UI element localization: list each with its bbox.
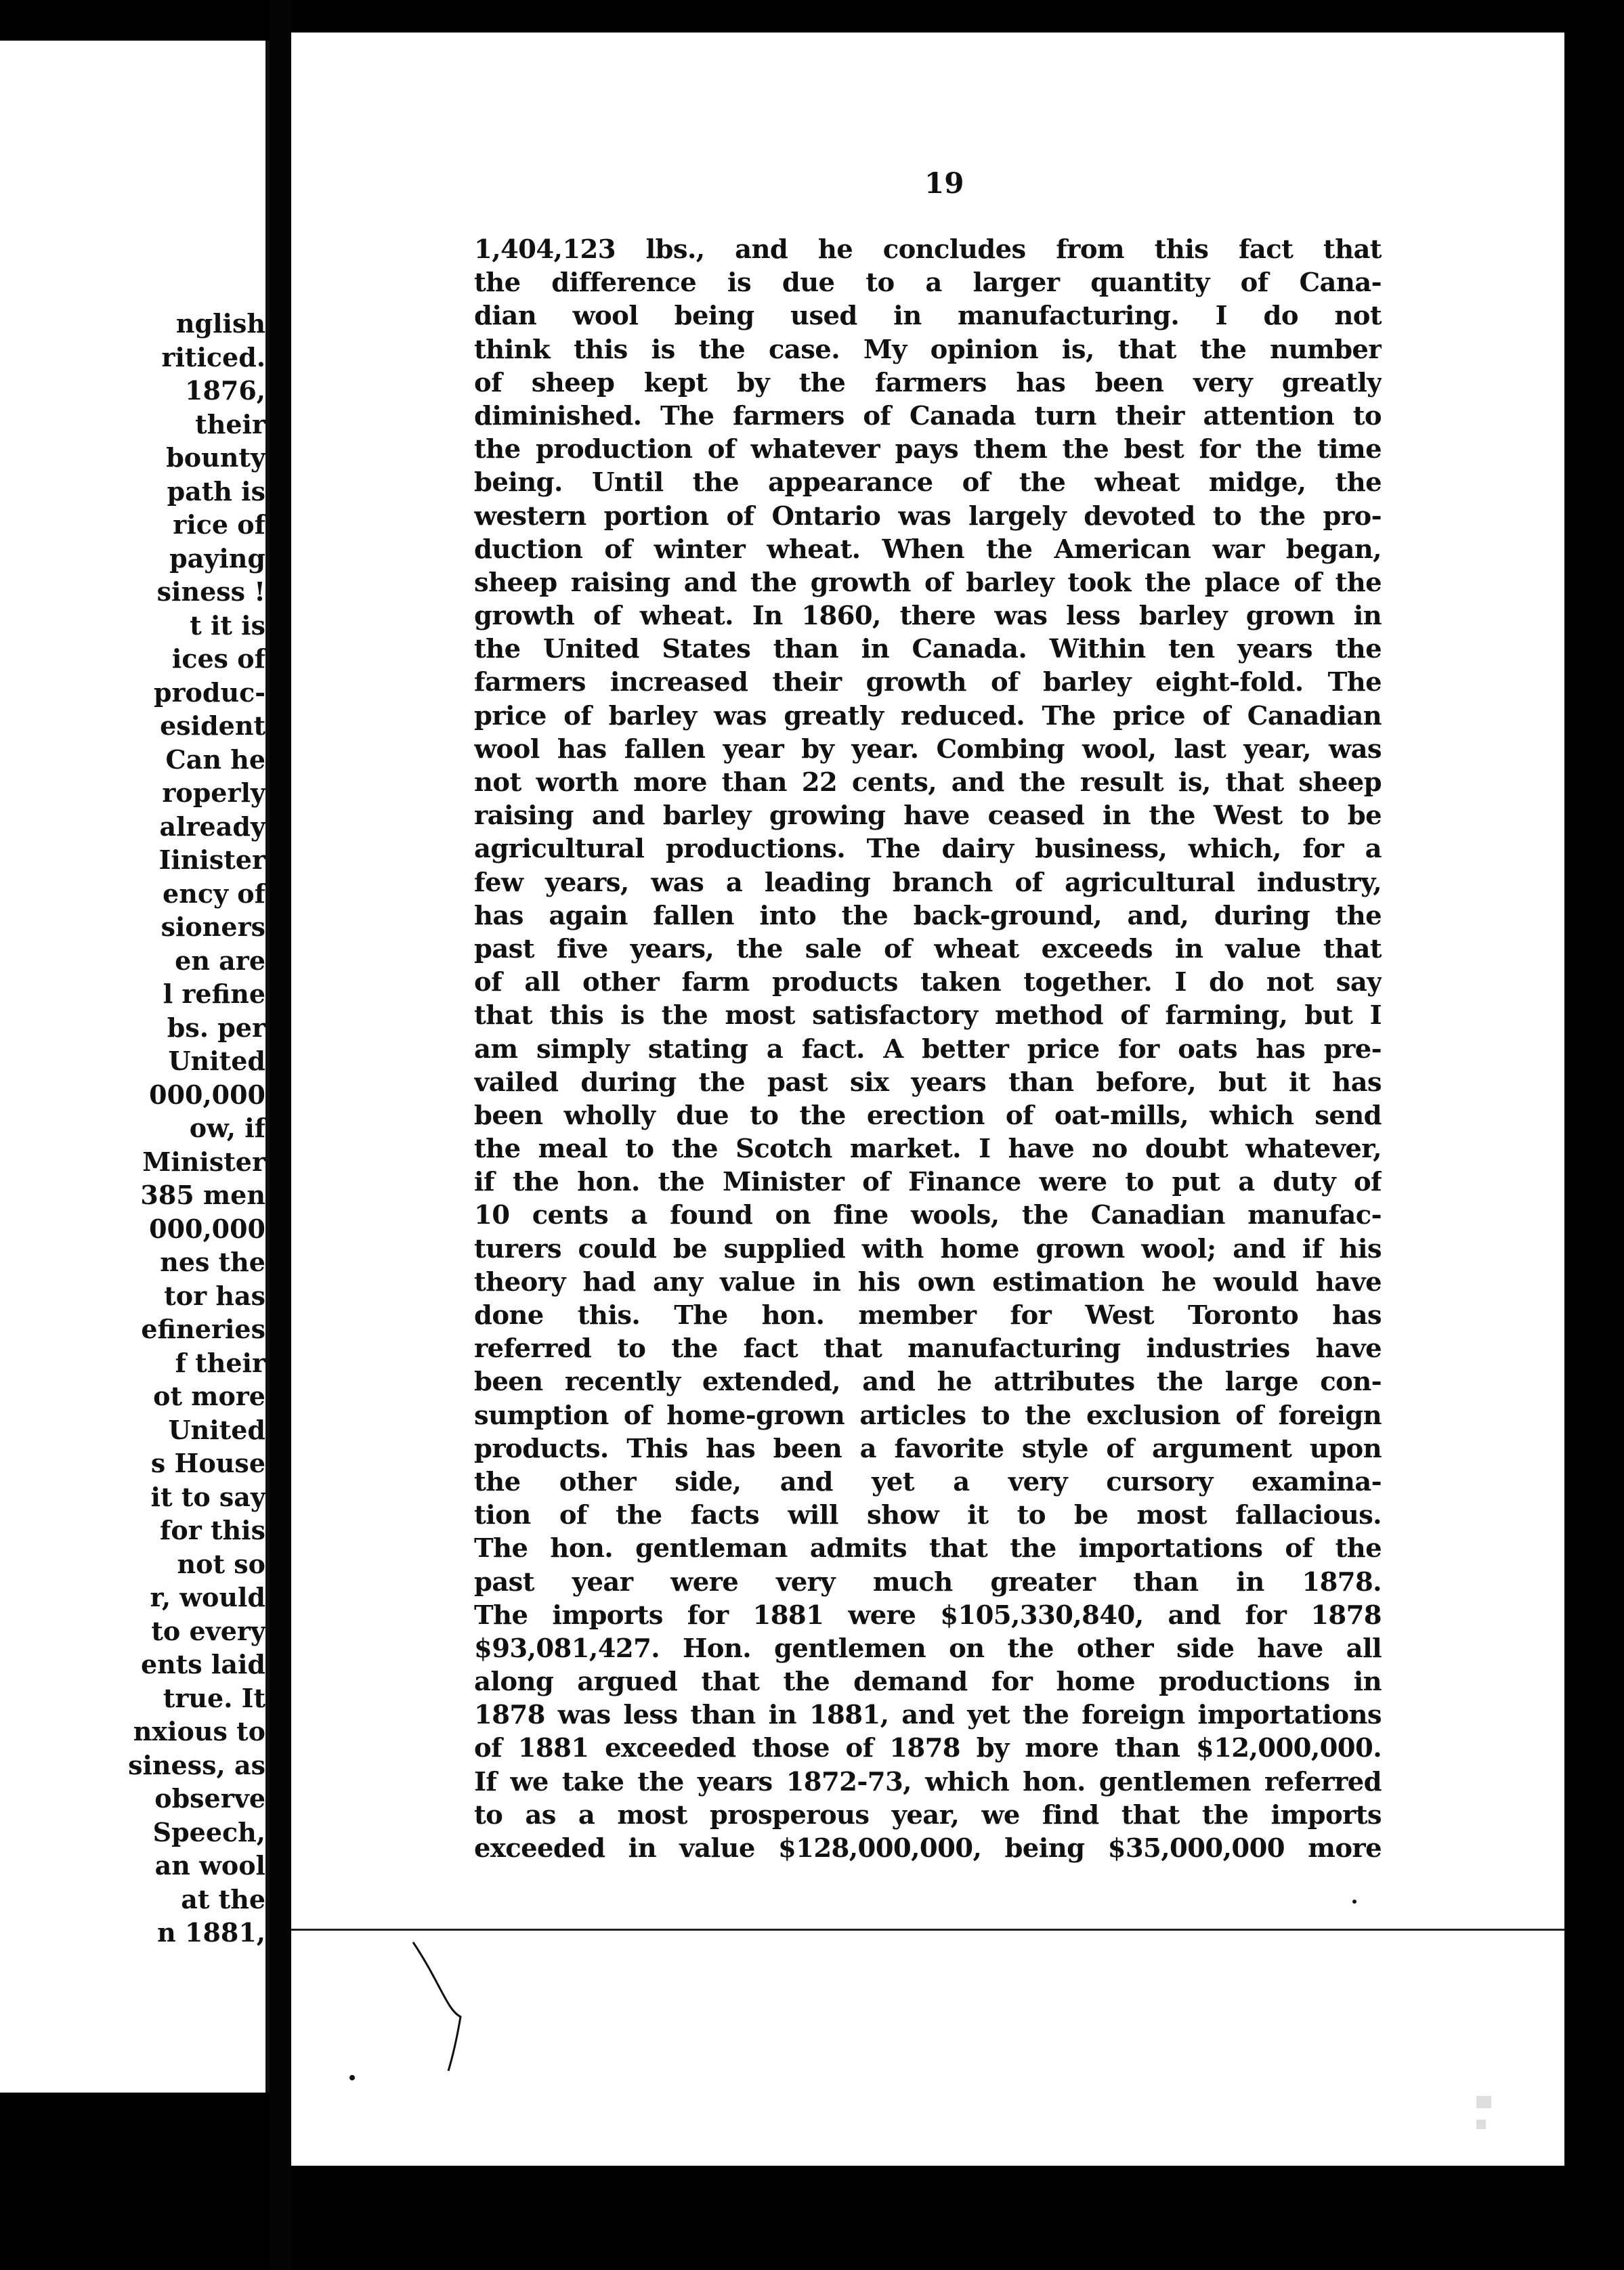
previous-page-line: tor has (164, 1280, 265, 1311)
previous-page-line: 000,000 (149, 1079, 265, 1110)
previous-page-line: Iinister (158, 844, 265, 875)
previous-page-line: t it is (190, 609, 265, 641)
text-line: along argued that the demand for home productions in (474, 1667, 1382, 1698)
current-page (291, 33, 1564, 2166)
text-line: duction of winter wheat. When the American war began, (474, 534, 1382, 565)
horizontal-rule (291, 1929, 1564, 1931)
scan-edge-mark (1476, 2096, 1491, 2108)
text-line: $93,081,427. Hon. gentlemen on the other side have all (474, 1633, 1382, 1664)
text-line: of all other farm products taken together. I do not say (474, 967, 1382, 998)
previous-page-line: ency of (163, 878, 265, 909)
text-line: turers could be supplied with home grown wool; and if his (474, 1233, 1382, 1264)
previous-page-line: nxious to (133, 1716, 265, 1747)
previous-page-line: 000,000 (149, 1213, 265, 1244)
text-line: vailed during the past six years than before, but it has (474, 1067, 1382, 1098)
text-line: exceeded in value $128,000,000, being $35,000,000 more (474, 1833, 1382, 1864)
previous-page-line: to every (151, 1615, 265, 1646)
text-line: dian wool being used in manufacturing. I do not (474, 301, 1382, 332)
text-line: western portion of Ontario was largely devoted to the pro- (474, 500, 1382, 532)
previous-page-line: Can he (165, 744, 265, 775)
previous-page-line: siness, as (128, 1749, 265, 1780)
previous-page-line: s House (150, 1448, 265, 1478)
text-line: has again fallen into the back-ground, and, during the (474, 900, 1382, 931)
previous-page-line: for this (160, 1515, 265, 1545)
text-line: past year were very much greater than in 1878. (474, 1566, 1382, 1598)
previous-page-line: en are (175, 945, 265, 976)
previous-page-line: Speech, (152, 1816, 265, 1847)
scan-edge-mark (1571, 88, 1581, 102)
previous-page-line: rice of (173, 509, 265, 540)
text-line: past five years, the sale of wheat exceeds in value that (474, 933, 1382, 964)
previous-page-line: at the (181, 1883, 265, 1914)
text-line: the other side, and yet a very cursory examina- (474, 1466, 1382, 1497)
text-line: the meal to the Scotch market. I have no doubt whatever, (474, 1134, 1382, 1165)
text-line: if the hon. the Minister of Finance were to put a duty of (474, 1167, 1382, 1198)
scan-edge-mark (1476, 2120, 1486, 2129)
previous-page-line: Minister (142, 1146, 265, 1177)
text-line: tion of the facts will show it to be most fallacious. (474, 1500, 1382, 1531)
text-line: growth of wheat. In 1860, there was less barley grown in (474, 601, 1382, 632)
text-line: done this. The hon. member for West Toronto has (474, 1300, 1382, 1331)
previous-page-line: riticed. (161, 341, 265, 372)
text-line: 1,404,123 lbs., and he concludes from this fact that (474, 234, 1382, 265)
text-line: the production of whatever pays them the best for the time (474, 434, 1382, 465)
previous-page-line: observe (154, 1783, 265, 1814)
text-line: If we take the years 1872-73, which hon. gentlemen referred (474, 1766, 1382, 1797)
text-line: diminished. The farmers of Canada turn their attention to (474, 400, 1382, 431)
previous-page-line: an wool (154, 1850, 265, 1881)
text-line: 10 cents a found on fine wools, the Canadian manufac- (474, 1200, 1382, 1231)
previous-page-line: efineries (141, 1314, 265, 1344)
previous-page-line: paying (169, 542, 265, 574)
previous-page-line: n 1881, (157, 1917, 265, 1948)
text-line: theory had any value in his own estimation he would have (474, 1266, 1382, 1298)
text-line: been recently extended, and he attributes the large con- (474, 1367, 1382, 1398)
text-line: few years, was a leading branch of agricultural industry, (474, 867, 1382, 898)
previous-page-line: already (159, 811, 265, 842)
previous-page-line: United (168, 1046, 265, 1076)
previous-page-line: bounty (166, 442, 265, 473)
previous-page-fragment (0, 41, 270, 2093)
previous-page-line: ot more (153, 1381, 265, 1411)
previous-page-line: r, would (150, 1582, 265, 1612)
body-text (474, 233, 1382, 1865)
text-line: being. Until the appearance of the wheat midge, the (474, 467, 1382, 498)
text-line: not worth more than 22 cents, and the result is, that sheep (474, 767, 1382, 798)
text-line: The hon. gentleman admits that the importations of the (474, 1533, 1382, 1564)
text-line: been wholly due to the erection of oat-mills, which send (474, 1100, 1382, 1131)
text-line: am simply stating a fact. A better price for oats has pre- (474, 1033, 1382, 1065)
previous-page-line: roperly (162, 777, 265, 808)
page-gutter (270, 0, 291, 2270)
text-line: raising and barley growing have ceased in the West to be (474, 800, 1382, 832)
previous-page-line: sioners (161, 912, 265, 942)
previous-page-line: 1876, (185, 375, 265, 406)
previous-page-line: not so (177, 1548, 265, 1579)
text-line: of sheep kept by the farmers has been very greatly (474, 367, 1382, 398)
text-line: sheep raising and the growth of barley took the place of the (474, 567, 1382, 598)
previous-page-line: bs. per (167, 1012, 265, 1043)
previous-page-line: true. It (163, 1682, 265, 1713)
previous-page-line: ents laid (140, 1649, 265, 1679)
text-line: products. This has been a favorite style of argument upon (474, 1433, 1382, 1464)
previous-page-line: f their (175, 1347, 265, 1378)
text-line: wool has fallen year by year. Combing wool, last year, was (474, 733, 1382, 765)
text-line: that this is the most satisfactory method of farming, but I (474, 1000, 1382, 1031)
previous-page-line: ices of (171, 643, 265, 674)
previous-page-line: nglish (175, 308, 265, 339)
previous-page-line: United (168, 1414, 265, 1445)
text-line: price of barley was greatly reduced. The price of Canadian (474, 700, 1382, 731)
text-line: The imports for 1881 were $105,330,840, and for 1878 (474, 1600, 1382, 1631)
previous-page-line: esident (160, 710, 265, 741)
text-line: the United States than in Canada. Within ten years the (474, 634, 1382, 665)
page-number: 19 (924, 167, 964, 200)
previous-page-line: siness ! (156, 576, 265, 607)
text-line: referred to the fact that manufacturing industries have (474, 1333, 1382, 1365)
previous-page-line: 385 men (140, 1180, 265, 1210)
previous-page-line: it to say (150, 1481, 265, 1512)
previous-page-line: l refine (163, 979, 265, 1009)
previous-page-line: nes the (160, 1247, 265, 1277)
previous-page-line: ow, if (189, 1113, 265, 1143)
previous-page-line: produc- (153, 677, 265, 708)
text-line: sumption of home-grown articles to the exclusion of foreign (474, 1400, 1382, 1431)
previous-page-line: path is (167, 475, 265, 507)
text-line: 1878 was less than in 1881, and yet the foreign importations (474, 1700, 1382, 1731)
text-line: agricultural productions. The dairy business, which, for a (474, 834, 1382, 865)
text-line: to as a most prosperous year, we find that the imports (474, 1799, 1382, 1830)
text-line: the difference is due to a larger quantity of Cana- (474, 267, 1382, 299)
text-line: think this is the case. My opinion is, that the number (474, 334, 1382, 365)
previous-page-line: their (195, 408, 265, 440)
text-line: farmers increased their growth of barley eight-fold. The (474, 667, 1382, 698)
previous-page-text (0, 307, 265, 1950)
text-line: of 1881 exceeded those of 1878 by more than $12,000,000. (474, 1733, 1382, 1764)
